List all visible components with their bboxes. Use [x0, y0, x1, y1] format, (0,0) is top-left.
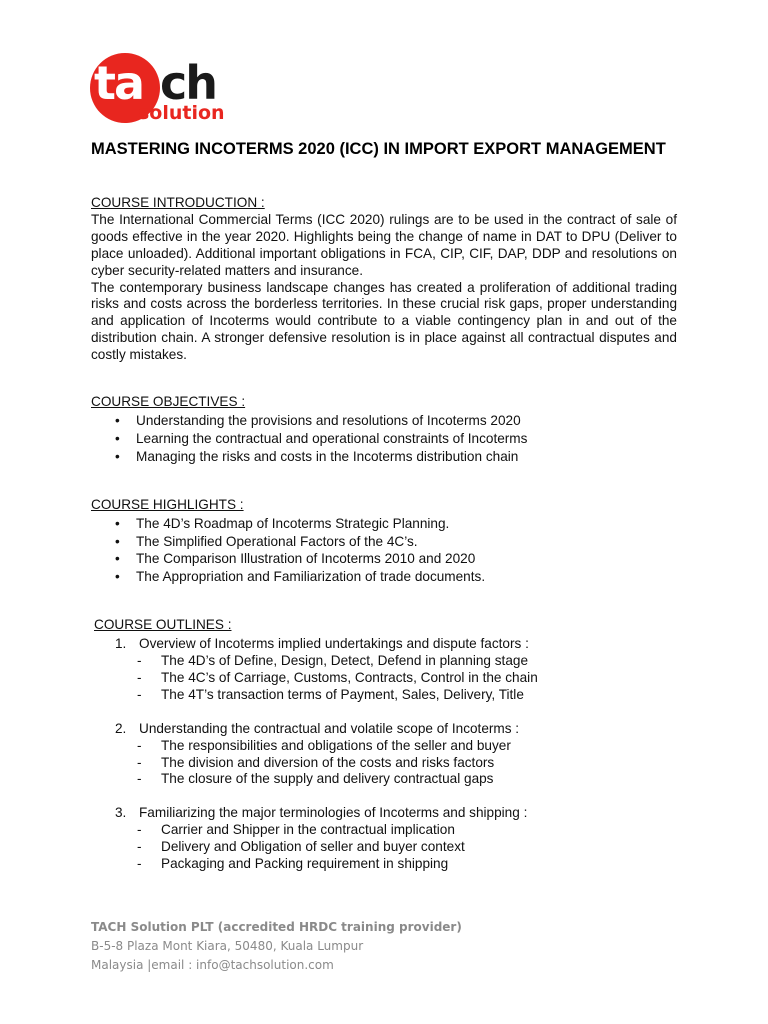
list-item-text: The Comparison Illustration of Incoterms 2010 and 2020 [136, 551, 476, 567]
highlights-list [91, 516, 677, 587]
outline-title [94, 721, 677, 738]
sub-item [94, 771, 677, 788]
outline-number: 2. [115, 720, 127, 736]
outline-number: 1. [115, 636, 127, 652]
dash-marker: - [137, 686, 142, 702]
section-heading-introduction [91, 195, 677, 212]
dash-marker: - [137, 669, 142, 685]
list-item [91, 413, 677, 430]
sub-item-text: The responsibilities and obligations of the seller and buyer [161, 737, 511, 753]
section-highlights [91, 497, 677, 587]
sub-item [94, 738, 677, 755]
dash-marker: - [137, 737, 142, 753]
outline-title-text: Familiarizing the major terminologies of Incoterms and shipping : [139, 805, 528, 821]
outline-title [94, 805, 677, 822]
sub-item [94, 755, 677, 772]
objectives-list [91, 413, 677, 466]
outline-item [94, 636, 677, 704]
sub-item-text: The 4T’s transaction terms of Payment, Sales, Delivery, Title [161, 686, 524, 702]
outline-number: 3. [115, 805, 127, 821]
dash-marker: - [137, 653, 142, 669]
bullet-icon: • [115, 412, 120, 428]
bullet-icon: • [115, 551, 120, 567]
sub-item [94, 822, 677, 839]
bullet-icon: • [115, 533, 120, 549]
outline-item [94, 805, 677, 873]
list-item [91, 516, 677, 533]
dash-marker: - [137, 822, 142, 838]
list-item [91, 534, 677, 551]
list-item-text: Learning the contractual and operational constraints of Incoterms [136, 430, 528, 446]
intro-paragraph: The International Commercial Terms (ICC 2020) rulings are to be used in the contract of sale of goods effective in the year 2020. Highlights being the change of name in DAT to DPU (Deliver to place unloaded). Additional important obligations in FCA, CIP, CIF, DAP, DDP and resolutions on cyber security-related matters and insurance. [91, 211, 677, 278]
sub-item-text: Carrier and Shipper in the contractual implication [161, 822, 455, 838]
list-item [91, 431, 677, 448]
sub-item [94, 856, 677, 873]
outline-title [94, 636, 677, 653]
intro-heading-colon: : [257, 195, 265, 210]
footer-company: TACH Solution PLT (accredited HRDC training provider) [91, 920, 462, 934]
section-introduction [91, 195, 677, 364]
list-item-text: The Appropriation and Familiarization of trade documents. [136, 569, 486, 585]
outline-sublist [94, 822, 677, 873]
section-heading-highlights: COURSE HIGHLIGHTS : [91, 496, 244, 512]
bullet-icon: • [115, 515, 120, 531]
sub-item [94, 839, 677, 856]
list-item [91, 569, 677, 586]
intro-paragraph: The contemporary business landscape changes has created a proliferation of additional trading risks and costs across the borderless territories. In these crucial risk gaps, proper understanding and application of Incoterms would contribute to a viable contingency plan in and out of the distribution chain. A stronger defensive resolution is in place against all contractual disputes and costly mistakes. [91, 279, 677, 363]
dash-marker: - [137, 771, 142, 787]
page-footer [91, 918, 462, 975]
section-outlines [91, 617, 677, 873]
dash-marker: - [137, 839, 142, 855]
document-title: MASTERING INCOTERMS 2020 (ICC) IN IMPORT EXPORT MANAGEMENT [91, 140, 666, 158]
list-item-text: Managing the risks and costs in the Incoterms distribution chain [136, 448, 519, 464]
outline-sublist [94, 738, 677, 789]
sub-item [94, 653, 677, 670]
bullet-icon: • [115, 448, 120, 464]
document-body [91, 195, 677, 890]
list-item [91, 449, 677, 466]
sub-item-text: The 4D’s of Define, Design, Detect, Defend in planning stage [161, 653, 528, 669]
outline-title-text: Overview of Incoterms implied undertakings and dispute factors : [139, 636, 529, 652]
section-heading-objectives: COURSE OBJECTIVES : [91, 394, 246, 410]
sub-item-text: The closure of the supply and delivery contractual gaps [161, 771, 494, 787]
intro-heading-text: COURSE INTRODUCTION [91, 195, 258, 210]
list-item-text: Understanding the provisions and resolutions of Incoterms 2020 [136, 412, 521, 428]
sub-item-text: Delivery and Obligation of seller and buyer context [161, 839, 465, 855]
logo-text-solution: solution [138, 102, 225, 124]
dash-marker: - [137, 856, 142, 872]
bullet-icon: • [115, 430, 120, 446]
logo-text-ta: ta [94, 56, 144, 110]
sub-item-text: The 4C’s of Carriage, Customs, Contracts, Control in the chain [161, 669, 538, 685]
section-heading-outlines: COURSE OUTLINES : [94, 617, 232, 633]
logo-text-ch: ch [160, 56, 217, 110]
bullet-icon: • [115, 569, 120, 585]
list-item [91, 551, 677, 568]
dash-marker: - [137, 754, 142, 770]
outline-item [94, 721, 677, 789]
sub-item [94, 670, 677, 687]
sub-item-text: The division and diversion of the costs and risks factors [161, 754, 495, 770]
outlines-list [94, 636, 677, 873]
list-item-text: The 4D’s Roadmap of Incoterms Strategic Planning. [136, 515, 450, 531]
list-item-text: The Simplified Operational Factors of the 4C’s. [136, 533, 418, 549]
footer-contact: Malaysia |email : info@tachsolution.com [91, 958, 334, 972]
sub-item [94, 687, 677, 704]
sub-item-text: Packaging and Packing requirement in shipping [161, 856, 449, 872]
company-logo [88, 49, 248, 127]
outline-title-text: Understanding the contractual and volatile scope of Incoterms : [139, 720, 520, 736]
footer-address: B-5-8 Plaza Mont Kiara, 50480, Kuala Lumpur [91, 939, 364, 953]
outline-sublist [94, 653, 677, 704]
section-objectives [91, 394, 677, 466]
